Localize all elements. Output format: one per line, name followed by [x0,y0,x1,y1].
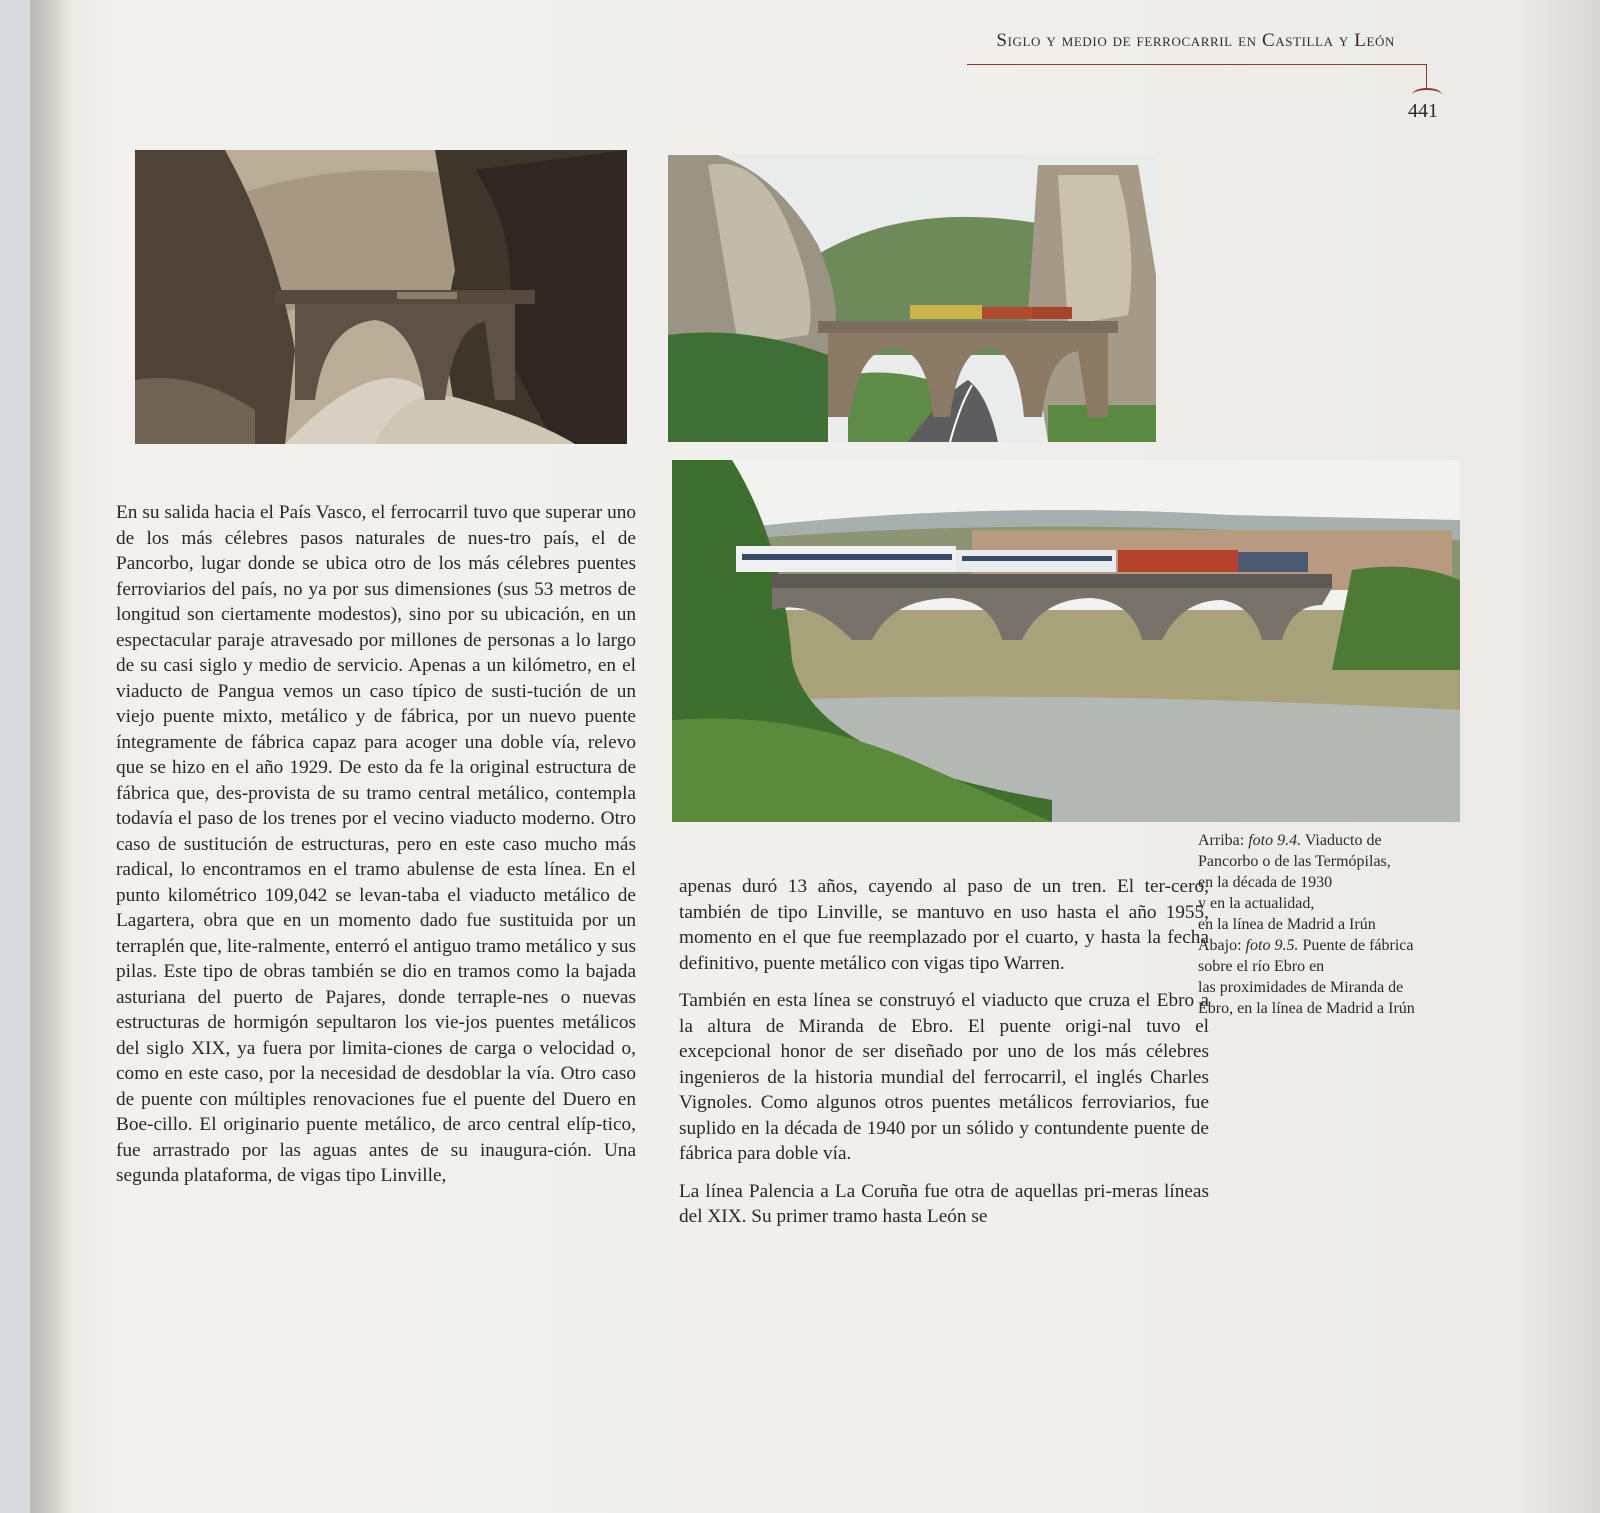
caption-line: en la década de 1930 [1198,874,1333,891]
caption-line: Ebro, en la línea de Madrid a Irún [1198,1000,1415,1017]
right-paragraph-3: La línea Palencia a La Coruña fue otra de aquellas pri-meras líneas del XIX. Su primer tramo hasta León se [679,1180,1209,1227]
page-number: 441 [1408,100,1438,122]
caption-line: sobre el río Ebro en [1198,958,1325,975]
caption-line: en la línea de Madrid a Irún [1198,916,1376,933]
caption-above-text: Viaducto de [1304,832,1382,849]
ebro-bridge-photo [672,460,1460,822]
sepia-viaduct-photo [135,150,627,444]
left-paragraph: En su salida hacia el País Vasco, el ferrocarril tuvo que superar uno de los más célebres pasos naturales de nues-tro país, el de Pancorbo, lugar donde se ubica otro de los más célebres puentes ferroviarios del país, no ya por sus dimensiones (sus 53 metros de longitud son ciertamente modestos), sino por su ubicación, en un espectacular paraje atravesado por millones de personas a lo largo de su casi siglo y medio de servicio. Apenas a un kilómetro, en el viaducto de Pangua vemos un caso típico de susti-tución de un viejo puente mixto, metálico y de fábrica, por un nuevo puente íntegramente de fábrica capaz para acoger una doble vía, relevo que se hizo en el año 1929. De esto da fe la original estructura de fábrica que, des-provista de su tramo central metálico, contempla todavía el paso de los trenes por el vecino viaducto moderno. Otro caso de sustitución de estructuras, pero en este caso mucho más radical, lo encontramos en el tramo abulense de esta línea. En el punto kilométrico 109,042 se levan-taba el viaducto metálico de Lagartera, obra que en un momento dado fue sustituida por un terraplén que, lite-ralmente, enterró el antiguo tramo metálico y sus pilas. Este tipo de obras también se dio en tramos como la bajada asturiana del puerto de Pajares, donde terraple-nes o nuevas estructuras de hormigón sepultaron los vie-jos puentes metálicos del siglo XIX, ya fuera por limita-ciones de carga o velocidad o, como en este caso, por la necesidad de desdoblar la vía. Otro caso de puente con múltiples renovaciones fue el puente del Duero en Boe-cillo. El originario puente metálico, de arco central elíp-tico, fue arrastrado por las aguas antes de su inaugura-ción. Una segunda plataforma, de vigas tipo Linville, [116,502,636,1186]
caption-below-ref: foto 9.5. [1245,937,1299,954]
caption-above-label: Arriba: [1198,832,1245,849]
photo-caption [1198,830,1488,1019]
caption-below-line-1 [1198,935,1488,956]
header-rule-vertical [1426,64,1427,88]
color-viaduct-photo [668,155,1156,442]
running-title: Siglo y medio de ferrocarril en Castilla y León [996,30,1395,51]
left-text-column [116,500,636,1201]
header-rule [967,64,1427,65]
caption-above-ref: foto 9.4. [1248,832,1302,849]
spine-shadow [30,0,70,1513]
right-paragraph-2: También en esta línea se construyó el viaducto que cruza el Ebro a la altura de Miranda de Ebro. El puente origi-nal tuvo el excepcional honor de ser diseñado por uno de los más célebres ingenieros de la historia mundial del ferrocarril, el inglés Charles Vignoles. Como algunos otros puentes metálicos ferroviarios, fue suplido en la década de 1940 por un sólido y contundente puente de fábrica para doble vía. [679,990,1209,1164]
caption-line: las proximidades de Miranda de [1198,979,1404,996]
caption-line: y en la actualidad, [1198,895,1315,912]
right-paragraph-1: apenas duró 13 años, cayendo al paso de un tren. El ter-cero, también de tipo Linville, se mantuvo en uso hasta el año 1955, momento en el que fue reemplazado por el cuarto, y hasta la fecha definitivo, puente metálico con vigas tipo Warren. [679,876,1209,974]
caption-line: Pancorbo o de las Termópilas, [1198,853,1391,870]
caption-above-line-1 [1198,830,1488,851]
book-page [30,0,1600,1513]
caption-below-label: Abajo: [1198,937,1242,954]
right-text-column [679,874,1209,1242]
caption-below-text: Puente de fábrica [1302,937,1414,954]
